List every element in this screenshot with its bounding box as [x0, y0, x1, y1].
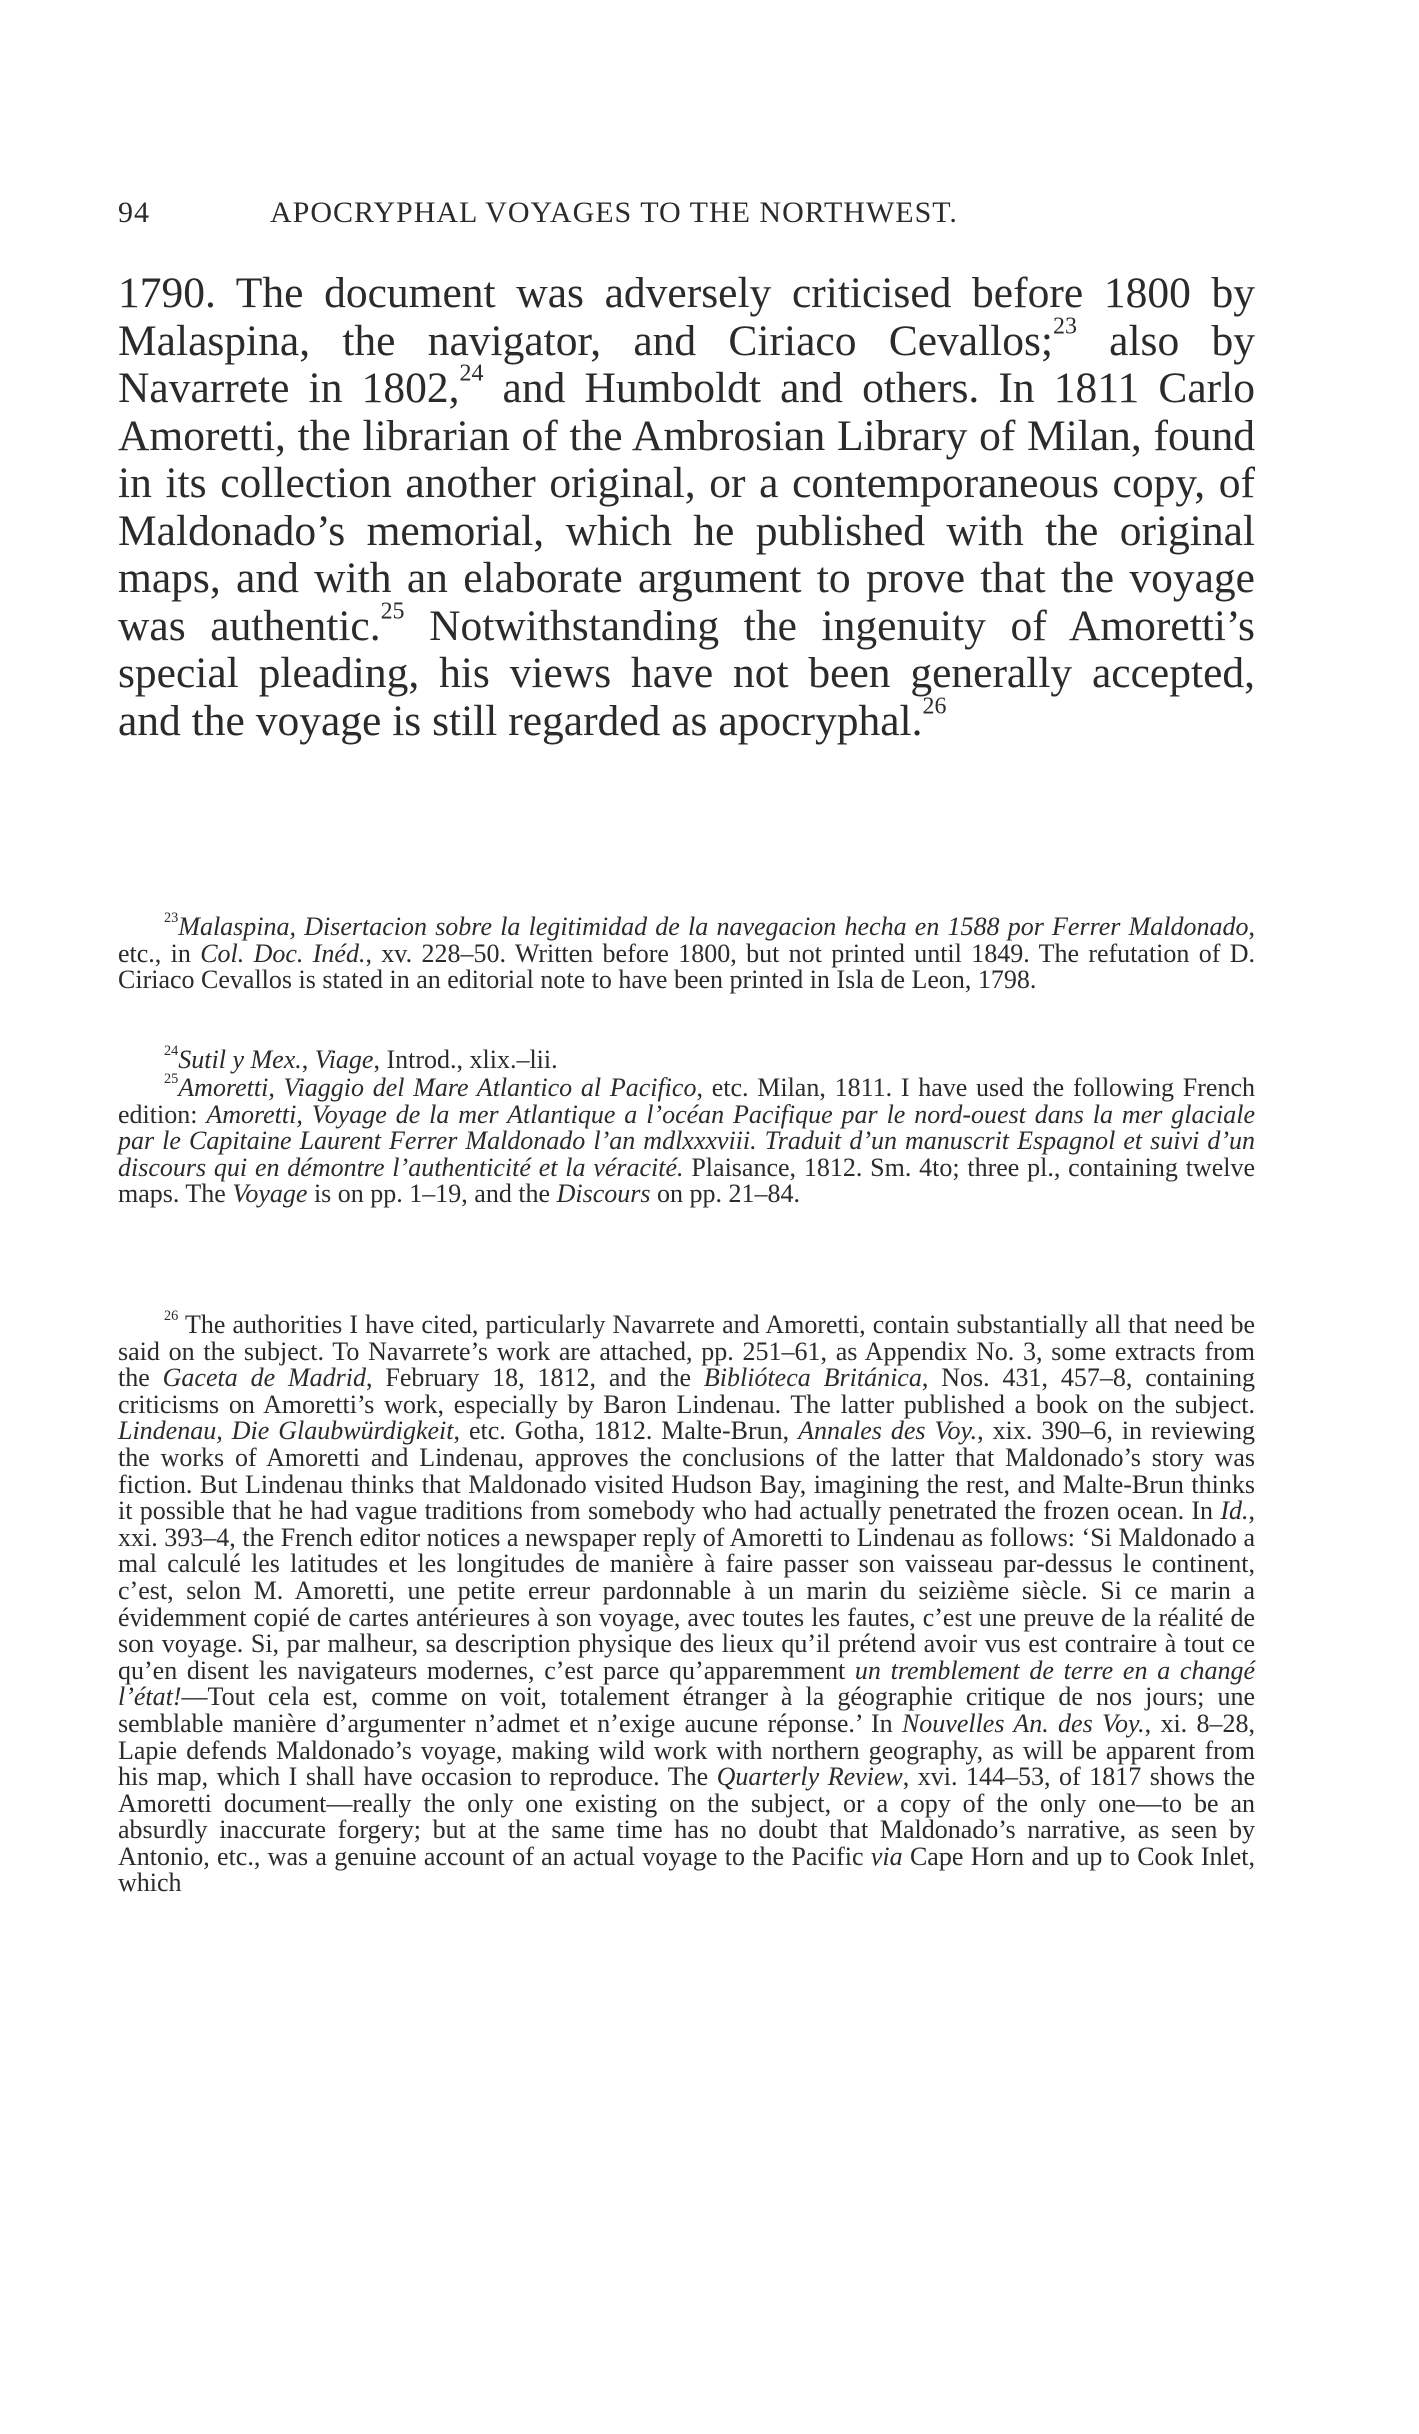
footnote-number: 24	[164, 1043, 179, 1060]
footnote-text: , February 18, 1812, and the	[366, 1363, 704, 1393]
footnote-text: —Tout cela est, comme on voit, totalement étranger à la géographie critique de nos jours; une semblable manière d’argumenter n’admet et n’exige aucune réponse.’ In	[118, 1682, 1255, 1738]
footnote-text: Plaisance, 1812. Sm. 4to; three pl., containing twelve maps. The	[118, 1152, 1255, 1209]
footnote-number: 26	[164, 1308, 179, 1325]
footnote-text: , xxi. 393–4, the French editor notices a newspaper reply of Amoretti to Lindenau as follows: ‘Si Maldonado a mal calculé les latitudes et les longitudes de manière à faire passer son vaisseau par-dessus le continent, c’est, selon M. Amoretti, une petite erreur pardonnable à un marin du seizième siècle. Si ce marin a évidemment copié de cartes antérieures à son voyage, avec toutes les fautes, c’est une preuve de la réalité de son voyage. Si, par malheur, sa description physique des lieux qu’il prétend avoir vus est contraire à tout ce qu’en disent les navigateurs modernes, c’est parce qu’apparemment	[118, 1496, 1255, 1685]
footnote-number: 23	[164, 910, 179, 927]
footnote-italic: Quarterly Review	[716, 1762, 903, 1792]
footnote-text: , etc., in	[118, 912, 1255, 968]
footnote-24	[118, 1043, 1255, 1074]
footnote-text: is on pp. 1–19, and the	[307, 1179, 557, 1209]
footnote-26	[118, 1308, 1256, 1898]
footnote-italic: Gaceta de Madrid	[162, 1363, 367, 1393]
footnote-text: , xvi. 144–53, of 1817 shows the Amoretti document—really the only one existing on the subject, or a copy of the only one—to be an absurdly inaccurate forgery; but at the same time has no doubt that Maldonado’s narrative, as seen by Antonio, etc., was a genuine account of an actual voyage to the Pacific	[118, 1762, 1255, 1871]
footnote-italic: Amoretti, Viaggio del Mare Atlantico al Pacifico	[178, 1073, 697, 1102]
footnote-text: Cape Horn and up to Cook Inlet, which	[118, 1841, 1256, 1898]
footnote-italic: Amoretti, Voyage de la mer Atlantique a l’océan Pacifique par le nord-ouest dans la mer glaciale par le Capitaine Laurent Ferrer Maldonado l’an mdlxxxviii. Traduit d’un manuscrit Espagnol et suivi d’un discours qui en démontre l’authenticité et la véracité.	[118, 1099, 1255, 1182]
footnote-italic: via	[870, 1841, 903, 1871]
footnote-text: , etc. Milan, 1811. I have used the following French edition:	[118, 1073, 1255, 1129]
footnote-italic: Biblióteca Británica	[703, 1363, 922, 1393]
footnote-italic: Annales des Voy.	[798, 1416, 978, 1446]
page-number: 94	[118, 196, 150, 229]
footnote-text: The authorities I have cited, particularly Navarrete and Amoretti, contain substantially all that need be said on the subject. To Navarrete’s work are attached, pp. 251–61, as Appendix No. 3, some extracts from the	[118, 1310, 1255, 1393]
footnote-23	[118, 910, 1255, 995]
footnote-text: , xv. 228–50. Written before 1800, but not printed until 1849. The refutation of D. Ciriaco Cevallos is stated in an editorial note to have been printed in Isla de Leon, 1798.	[118, 938, 1255, 995]
footnote-italic: Col. Doc. Inéd.	[200, 938, 366, 968]
body-text-1: 1790. The document was adversely criticised before 1800 by Malaspina, the navigator, and Ciriaco Cevallos;	[118, 269, 1255, 365]
running-title: APOCRYPHAL VOYAGES TO THE NORTHWEST.	[270, 196, 958, 229]
body-paragraph	[118, 270, 1255, 745]
footnote-number: 25	[164, 1071, 179, 1088]
footnote-italic: Nouvelles An. des Voy.	[901, 1708, 1145, 1738]
footnote-text: ,	[301, 1045, 315, 1074]
body-text-4: Notwithstanding the ingenuity of Amoretti’s special pleading, his views have not been generally accepted, and the voyage is still regarded as apocryphal.	[118, 601, 1255, 745]
footnote-text: , Nos. 431, 457–8, containing criticisms on Amoretti’s work, especially by Baron Lindenau. The latter published a book on the subject.	[118, 1363, 1255, 1419]
footnote-italic: Sutil y Mex.	[178, 1045, 302, 1074]
footnote-text: , Introd., xlix.–lii.	[373, 1045, 558, 1074]
footnote-italic: Id.	[1220, 1496, 1249, 1526]
footnote-italic: un tremblement de terre en a changé l’état!	[118, 1655, 1256, 1712]
footnote-text: on pp. 21–84.	[650, 1179, 800, 1209]
body-text-2: also by Navarrete in 1802,	[118, 316, 1255, 412]
footnote-ref-24: 24	[459, 360, 484, 387]
footnote-25	[118, 1071, 1255, 1209]
footnote-italic: Lindenau, Die Glaubwürdigkeit	[118, 1416, 454, 1446]
footnote-italic: Malaspina, Disertacion sobre la legitimidad de la navegacion hecha en 1588 por Ferrer Maldonado	[178, 912, 1249, 941]
main-paragraph	[118, 270, 1255, 745]
footnote-ref-23: 23	[1053, 312, 1077, 339]
footnote-text: , xi. 8–28, Lapie defends Maldonado’s voyage, making wild work with northern geography, as will be apparent from his map, which I shall have occasion to reproduce. The	[118, 1708, 1256, 1792]
footnote-ref-26: 26	[922, 692, 947, 719]
footnote-text: , xix. 390–6, in reviewing the works of Amoretti and Lindenau, approves the conclusions of the latter that Maldonado’s story was fiction. But Lindenau thinks that Maldonado visited Hudson Bay, imagining the rest, and Malte-Brun thinks it possible that he had vague traditions from somebody who had actually penetrated the frozen ocean. In	[118, 1416, 1255, 1526]
footnote-italic: Viage	[314, 1045, 374, 1074]
body-text-3: and Humboldt and others. In 1811 Carlo Amoretti, the librarian of the Ambrosian Library of Milan, found in its collection another original, or a contemporaneous copy, of Maldonado’s memorial, which he published with the original maps, and with an elaborate argument to prove that the voyage was authentic.	[118, 364, 1255, 650]
footnote-italic: Discours	[556, 1179, 651, 1209]
footnote-text: , etc. Gotha, 1812. Malte-Brun,	[453, 1416, 799, 1446]
footnote-ref-25: 25	[380, 597, 405, 624]
footnote-italic: Voyage	[232, 1179, 308, 1209]
